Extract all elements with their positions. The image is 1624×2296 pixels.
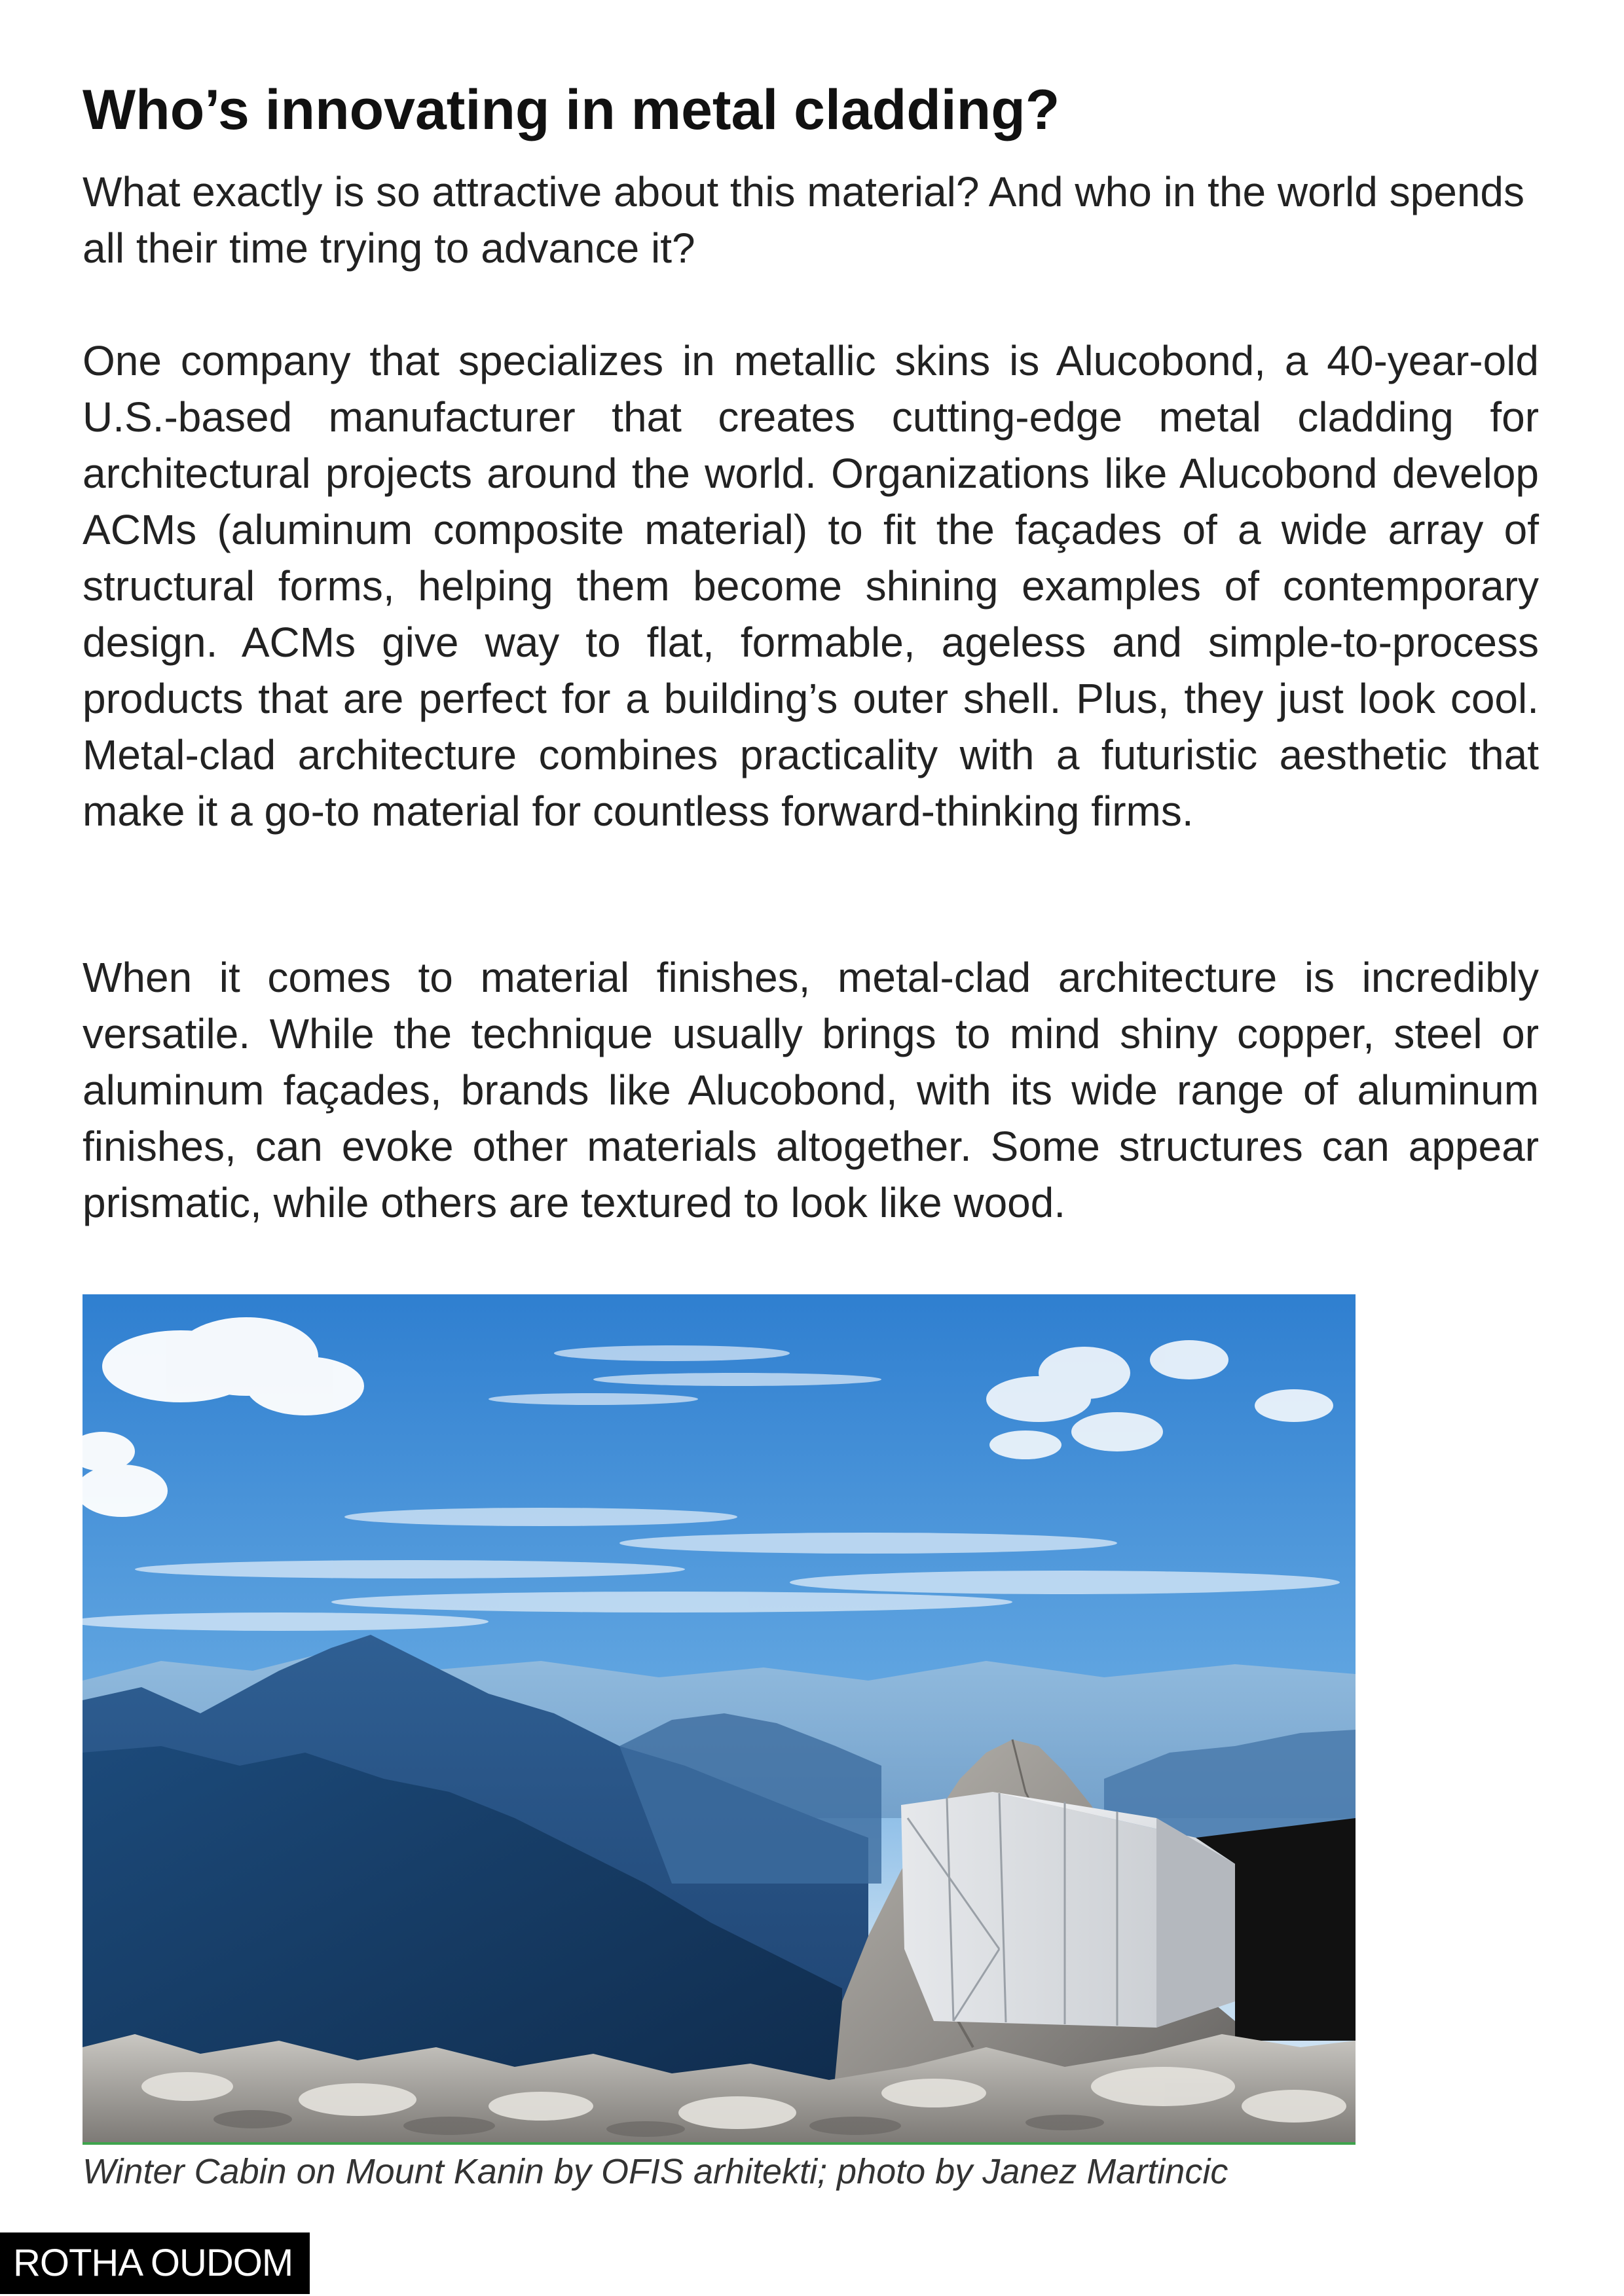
intro-paragraph: What exactly is so attractive about this material? And who in the world spends all their time trying to advance it?	[83, 168, 1524, 272]
caption-divider	[83, 2142, 1356, 2145]
body-paragraph-alucobond: One company that specializes in metallic skins is Alucobond, a 40-year-old U.S.-based manufacturer that creates cutting-edge metal cladding for architectural projects around the world. Organizations like Alucobond develop ACMs (aluminum composite material) to fit the façades of a wide array of structural forms, helping them become shining examples of contemporary design. ACMs give way to flat, formable, ageless and simple-to-process products that are perfect for a building’s outer shell. Plus, they just look cool. Metal-clad architecture combines practicality with a futuristic aesthetic that make it a go-to material for countless forward-thinking firms.	[83, 337, 1539, 835]
page-title: Who’s innovating in metal cladding?	[83, 79, 1060, 141]
winter-cabin-photo	[83, 1294, 1356, 2142]
body-paragraph-finishes: When it comes to material finishes, metal-clad architecture is incredibly versatile. While the technique usually brings to mind shiny copper, steel or aluminum façades, brands like Alucobond, with its wide range of aluminum finishes, can evoke other materials altogether. Some structures can appear prismatic, while others are textured to look like wood.	[83, 954, 1539, 1226]
author-badge: ROTHA OUDOM	[0, 2232, 310, 2294]
photo-caption: Winter Cabin on Mount Kanin by OFIS arhitekti; photo by Janez Martincic	[83, 2152, 1228, 2191]
